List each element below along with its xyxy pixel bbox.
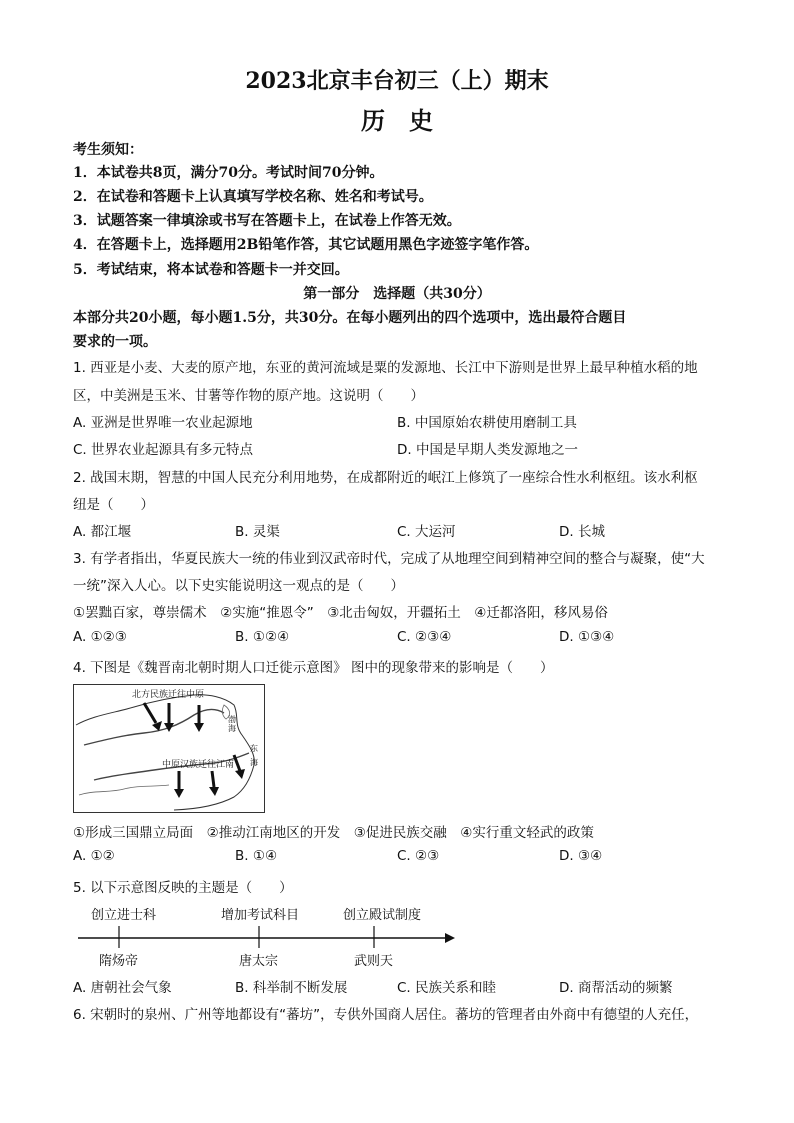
timeline-event-1: 创立进士科	[91, 908, 157, 923]
section-intro-1: 本部分共20小题，每小题1.5分，共30分。在每小题列出的四个选项中，选出最符合题目	[73, 310, 627, 326]
q1-option-a: A. 亚洲是世界唯一农业起源地	[73, 415, 253, 431]
subject-title: 历 史	[361, 106, 433, 135]
page-title: 2023北京丰台初三（上）期末	[245, 68, 549, 94]
notice-item-5: 5．考试结束，将本试卷和答题卡一并交回。	[73, 262, 349, 278]
q3-option-b: B. ①②④	[235, 629, 290, 645]
timeline-event-3: 创立殿试制度	[343, 908, 422, 923]
migration-arrow-head	[209, 787, 219, 796]
migration-arrow-head	[194, 723, 204, 732]
q4-items: ①形成三国鼎立局面 ②推动江南地区的开发 ③促进民族交融 ④实行重文轻武的政策	[73, 825, 594, 841]
section-title: 第一部分 选择题（共30分）	[303, 286, 491, 302]
map-label-north: 北方民族迁往中原	[132, 690, 205, 700]
q4-option-a: A. ①②	[73, 848, 115, 864]
timeline-person-2: 唐太宗	[239, 954, 279, 969]
q3-stem-2: 一统”深入人心。以下史实能说明这一观点的是（ ）	[73, 578, 404, 594]
migration-map	[73, 684, 265, 813]
q3-stem-1: 3. 有学者指出，华夏民族大一统的伟业到汉武帝时代，完成了从地理空间到精神空间的整合与凝聚，使“大	[73, 551, 705, 567]
map-label-east: 东	[250, 744, 258, 753]
map-label-bohai: 渤海	[228, 715, 236, 733]
q5-option-b: B. 科举制不断发展	[235, 980, 348, 996]
q1-option-b: B. 中国原始农耕使用磨制工具	[397, 415, 577, 431]
q1-option-d: D. 中国是早期人类发源地之一	[397, 442, 578, 458]
q1-stem-2: 区，中美洲是玉米、甘薯等作物的原产地。这说明（ ）	[73, 388, 424, 404]
notice-item-4: 4．在答题卡上，选择题用2B铅笔作答，其它试题用黑色字迹签字笔作答。	[73, 237, 539, 253]
q4-stem-1: 4. 下图是《魏晋南北朝时期人口迁徙示意图》 图中的现象带来的影响是（ ）	[73, 660, 554, 676]
q3-items: ①罢黜百家，尊崇儒术 ②实施“推恩令” ③北击匈奴，开疆拓土 ④迁都洛阳，移风易俗	[73, 605, 608, 621]
q4-option-c: C. ②③	[397, 848, 440, 864]
notice-heading: 考生须知：	[73, 142, 143, 158]
q2-option-a: A. 都江堰	[73, 524, 132, 540]
keju-timeline	[73, 900, 458, 972]
q2-option-b: B. 灵渠	[235, 524, 280, 540]
q5-option-a: A. 唐朝社会气象	[73, 980, 172, 996]
timeline-axis	[73, 924, 458, 948]
q3-option-c: C. ②③④	[397, 629, 452, 645]
q2-stem-1: 2. 战国末期，智慧的中国人民充分利用地势，在成都附近的岷江上修筑了一座综合性水利枢纽。该水利枢	[73, 470, 698, 486]
map-label-sea: 海	[250, 758, 258, 767]
notice-item-1: 1．本试卷共8页，满分70分。考试时间70分钟。	[73, 165, 384, 181]
q1-stem-1: 1. 西亚是小麦、大麦的原产地，东亚的黄河流域是粟的发源地、长江中下游则是世界上最早种植水稻的地	[73, 360, 698, 376]
q5-option-c: C. 民族关系和睦	[397, 980, 497, 996]
section-intro-2: 要求的一项。	[73, 334, 157, 350]
q2-option-d: D. 长城	[559, 524, 605, 540]
q2-option-c: C. 大运河	[397, 524, 456, 540]
migration-arrow	[144, 703, 156, 723]
timeline-person-1: 隋炀帝	[99, 954, 139, 969]
timeline-person-3: 武则天	[354, 954, 394, 969]
q5-option-d: D. 商帮活动的频繁	[559, 980, 673, 996]
notice-item-2: 2．在试卷和答题卡上认真填写学校名称、姓名和考试号。	[73, 189, 433, 205]
migration-arrow-head	[235, 769, 245, 779]
q4-option-b: B. ①④	[235, 848, 278, 864]
q3-option-d: D. ①③④	[559, 629, 615, 645]
q1-option-c: C. 世界农业起源具有多元特点	[73, 442, 254, 458]
migration-arrow-head	[164, 723, 174, 732]
q4-option-d: D. ③④	[559, 848, 603, 864]
migration-arrow-head	[174, 789, 184, 798]
timeline-event-2: 增加考试科目	[221, 908, 300, 923]
notice-item-3: 3．试题答案一律填涂或书写在答题卡上，在试卷上作答无效。	[73, 213, 461, 229]
q6-stem-1: 6. 宋朝时的泉州、广州等地都设有“蕃坊”，专供外国商人居住。蕃坊的管理者由外商中有德望的人充任，	[73, 1007, 699, 1023]
q3-option-a: A. ①②③	[73, 629, 127, 645]
migration-map-drawing	[74, 685, 264, 812]
migration-arrow	[212, 771, 214, 787]
map-label-south: 中原汉族迁往江南	[162, 760, 235, 770]
q2-stem-2: 纽是（ ）	[73, 497, 154, 513]
q5-stem-1: 5. 以下示意图反映的主题是（ ）	[73, 880, 293, 896]
